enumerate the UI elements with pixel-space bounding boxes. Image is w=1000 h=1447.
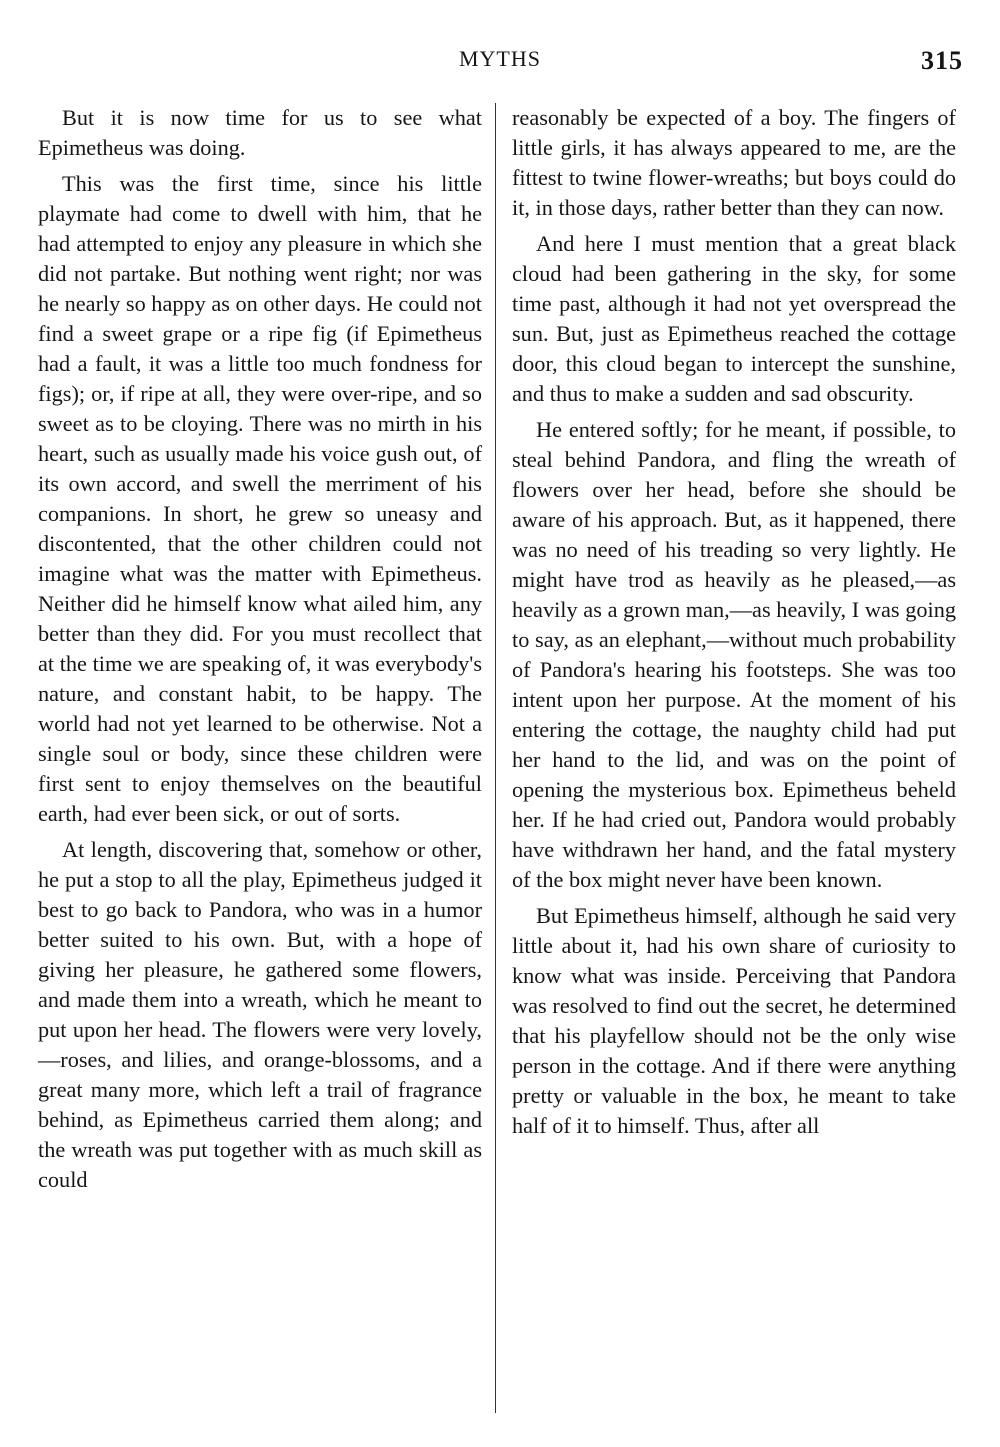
page-number: 315 [921, 46, 963, 75]
paragraph: But Epimetheus himself, although he said very little about it, had his own share of curiosity to know what was inside. Perceiving that Pandora was resolved to find out the secret, he determined that his playfellow should not be the only wise person in the cottage. And if there were anything pretty or valuable in the box, he meant to take half of it to himself. Thus, after all [512, 903, 956, 1138]
paragraph: This was the first time, since his little playmate had come to dwell with him, that he had attempted to enjoy any pleasure in which she did not partake. But nothing went right; nor was he nearly so happy as on other days. He could not find a sweet grape or a ripe fig (if Epimetheus had a fault, it was a little too much fondness for figs); or, if ripe at all, they were over-ripe, and so sweet as to be cloying. There was no mirth in his heart, such as usually made his voice gush out, of its own accord, and swell the merriment of his companions. In short, he grew so uneasy and discontented, that the other children could not imagine what was the matter with Epimetheus. Neither did he himself know what ailed him, any better than they did. For you must recollect that at the time we are speaking of, it was everybody's nature, and constant habit, to be happy. The world had not yet learned to be otherwise. Not a single soul or body, since these children were first sent to enjoy themselves on the beautiful earth, had ever been sick, or out of sorts. [38, 171, 482, 826]
paragraph: reasonably be expected of a boy. The fingers of little girls, it has always appeared to me, are the fittest to twine flower-wreaths; but boys could do it, in those days, rather better than they can now. [512, 105, 956, 220]
paragraph: But it is now time for us to see what Epimetheus was doing. [38, 105, 482, 160]
left-column [38, 103, 482, 1195]
running-head: MYTHS [458, 46, 541, 71]
paragraph: At length, discovering that, somehow or other, he put a stop to all the play, Epimetheus judged it best to go back to Pandora, who was in a humor better suited to his own. But, with a hope of giving her pleasure, he gathered some flowers, and made them into a wreath, which he meant to put upon her head. The flowers were very lovely,—roses, and lilies, and orange-blossoms, and a great many more, which left a trail of fragrance behind, as Epimetheus carried them along; and the wreath was put together with as much skill as could [38, 837, 482, 1192]
page-header [0, 44, 1000, 84]
paragraph: And here I must mention that a great black cloud had been gathering in the sky, for some time past, although it had not yet overspread the sun. But, just as Epimetheus reached the cottage door, this cloud began to intercept the sunshine, and thus to make a sudden and sad obscurity. [512, 231, 956, 406]
right-column [512, 103, 956, 1141]
paragraph: He entered softly; for he meant, if possible, to steal behind Pandora, and fling the wreath of flowers over her head, before she should be aware of his approach. But, as it happened, there was no need of his treading so very lightly. He might have trod as heavily as he pleased,—as heavily as a grown man,—as heavily, I was going to say, as an elephant,—without much probability of Pandora's hearing his footsteps. She was too intent upon her purpose. At the moment of his entering the cottage, the naughty child had put her hand to the lid, and was on the point of opening the mysterious box. Epimetheus beheld her. If he had cried out, Pandora would probably have withdrawn her hand, and the fatal mystery of the box might never have been known. [512, 417, 956, 892]
column-divider [495, 103, 496, 1413]
